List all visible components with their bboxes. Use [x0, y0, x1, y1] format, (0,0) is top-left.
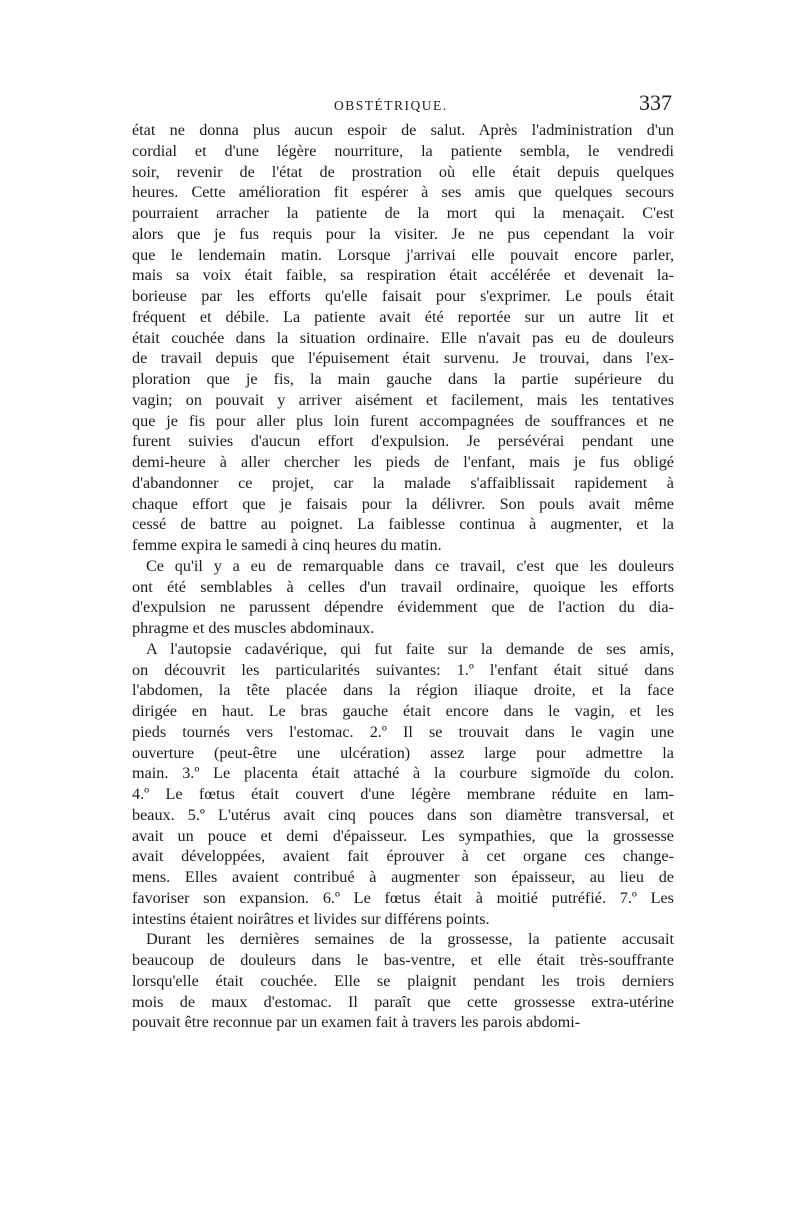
text-line: on découvrit les particularités suivantes: 1.º l'enfant était situé dans [132, 660, 674, 679]
text-line: l'abdomen, la tête placée dans la région iliaque droite, et la face [132, 681, 674, 700]
text-line: demi-heure à aller chercher les pieds de l'enfant, mais je fus obligé [132, 453, 674, 471]
text-line: mois de maux d'estomac. Il paraît que cette grossesse extra-utérine [132, 992, 674, 1011]
text-line: d'expulsion ne parussent dépendre évidemment que de l'action du dia- [132, 598, 674, 617]
text-line: avait développées, avaient fait éprouver à cet organe ces change- [132, 847, 674, 866]
text-line: pouvait être reconnue par un examen fait à travers les parois abdomi- [132, 1013, 581, 1032]
text-line: favoriser son expansion. 6.º Le fœtus était à moitié putréfié. 7.º Les [132, 888, 674, 907]
text-line: borieuse par les efforts qu'elle faisait pour s'exprimer. Le pouls était [132, 287, 674, 305]
body-text [132, 120, 674, 1033]
text-line: mais sa voix était faible, sa respiration était accélérée et devenait la- [132, 266, 674, 285]
text-line: avait un pouce et demi d'épaisseur. Les sympathies, que la grossesse [132, 826, 674, 845]
text-line: état ne donna plus aucun espoir de salut. Après l'administration d'un [132, 121, 674, 139]
text-line: beaux. 5.º L'utérus avait cinq pouces dans son diamètre transversal, et [132, 805, 674, 824]
paragraph [132, 639, 674, 930]
text-line: était couchée dans la situation ordinaire. Elle n'avait pas eu de douleurs [132, 328, 674, 347]
page-number: 337 [639, 90, 672, 115]
text-line: ploration que je fis, la main gauche dans la partie supérieure du [132, 370, 674, 388]
text-line: d'abandonner ce projet, car la malade s'affaiblissait rapidement à [132, 473, 674, 492]
text-line: main. 3.º Le placenta était attaché à la courbure sigmoïde du colon. [132, 764, 674, 783]
text-line: dirigée en haut. Le bras gauche était encore dans le vagin, et les [132, 702, 674, 720]
text-line: Durant les dernières semaines de la grossesse, la patiente accusait [146, 930, 674, 949]
text-line: Ce qu'il y a eu de remarquable dans ce travail, c'est que les douleurs [146, 556, 674, 575]
text-line: femme expira le samedi à cinq heures du matin. [132, 536, 442, 554]
text-line: heures. Cette amélioration fit espérer à ses amis que quelques secours [132, 183, 674, 202]
paragraph [132, 556, 674, 639]
text-line: chaque effort que je faisais pour la délivrer. Son pouls avait même [132, 494, 674, 513]
running-header [132, 90, 674, 120]
text-line: que je fis pour aller plus loin furent accompagnées de souffrances et ne [132, 411, 674, 430]
text-line: 4.º Le fœtus était couvert d'une légère membrane réduite en lam- [132, 785, 674, 803]
book-page [132, 90, 674, 1033]
text-line: cordial et d'une légère nourriture, la patiente sembla, le vendredi [132, 141, 674, 160]
text-line: beaucoup de douleurs dans le bas-ventre, et elle était très-souffrante [132, 951, 674, 969]
text-line: ont été semblables à celles d'un travail ordinaire, quoique les efforts [132, 577, 674, 596]
text-line: fréquent et débile. La patiente avait été reportée sur un autre lit et [132, 307, 674, 326]
text-line: que le lendemain matin. Lorsque j'arrivai elle pouvait encore parler, [132, 245, 674, 264]
text-line: furent suivies d'aucun effort d'expulsion. Je persévérai pendant une [132, 432, 674, 451]
text-line: pieds tournés vers l'estomac. 2.º Il se trouvait dans le vagin une [132, 722, 674, 741]
text-line: cessé de battre au poignet. La faiblesse continua à augmenter, et la [132, 515, 674, 534]
text-line: A l'autopsie cadavérique, qui fut faite sur la demande de ses amis, [146, 639, 674, 658]
text-line: ouverture (peut-être une ulcération) assez large pour admettre la [132, 743, 674, 762]
text-line: mens. Elles avaient contribué à augmenter son épaisseur, au lieu de [132, 868, 674, 886]
text-line: lorsqu'elle était couchée. Elle se plaignit pendant les trois derniers [132, 971, 674, 990]
paragraph [132, 929, 674, 1033]
text-line: alors que je fus requis pour la visiter. Je ne pus cependant la voir [132, 224, 674, 243]
paragraph [132, 120, 674, 556]
text-line: phragme et des muscles abdominaux. [132, 619, 375, 637]
text-line: vagin; on pouvait y arriver aisément et facilement, mais les tentatives [132, 390, 674, 409]
running-title: OBSTÉTRIQUE. [334, 98, 448, 113]
text-line: de travail depuis que l'épuisement était survenu. Je trouvai, dans l'ex- [132, 349, 674, 368]
text-line: soir, revenir de l'état de prostration où elle était depuis quelques [132, 162, 674, 181]
text-line: pourraient arracher la patiente de la mort qui la menaçait. C'est [132, 204, 674, 222]
text-line: intestins étaient noirâtres et livides sur différens points. [132, 909, 490, 928]
